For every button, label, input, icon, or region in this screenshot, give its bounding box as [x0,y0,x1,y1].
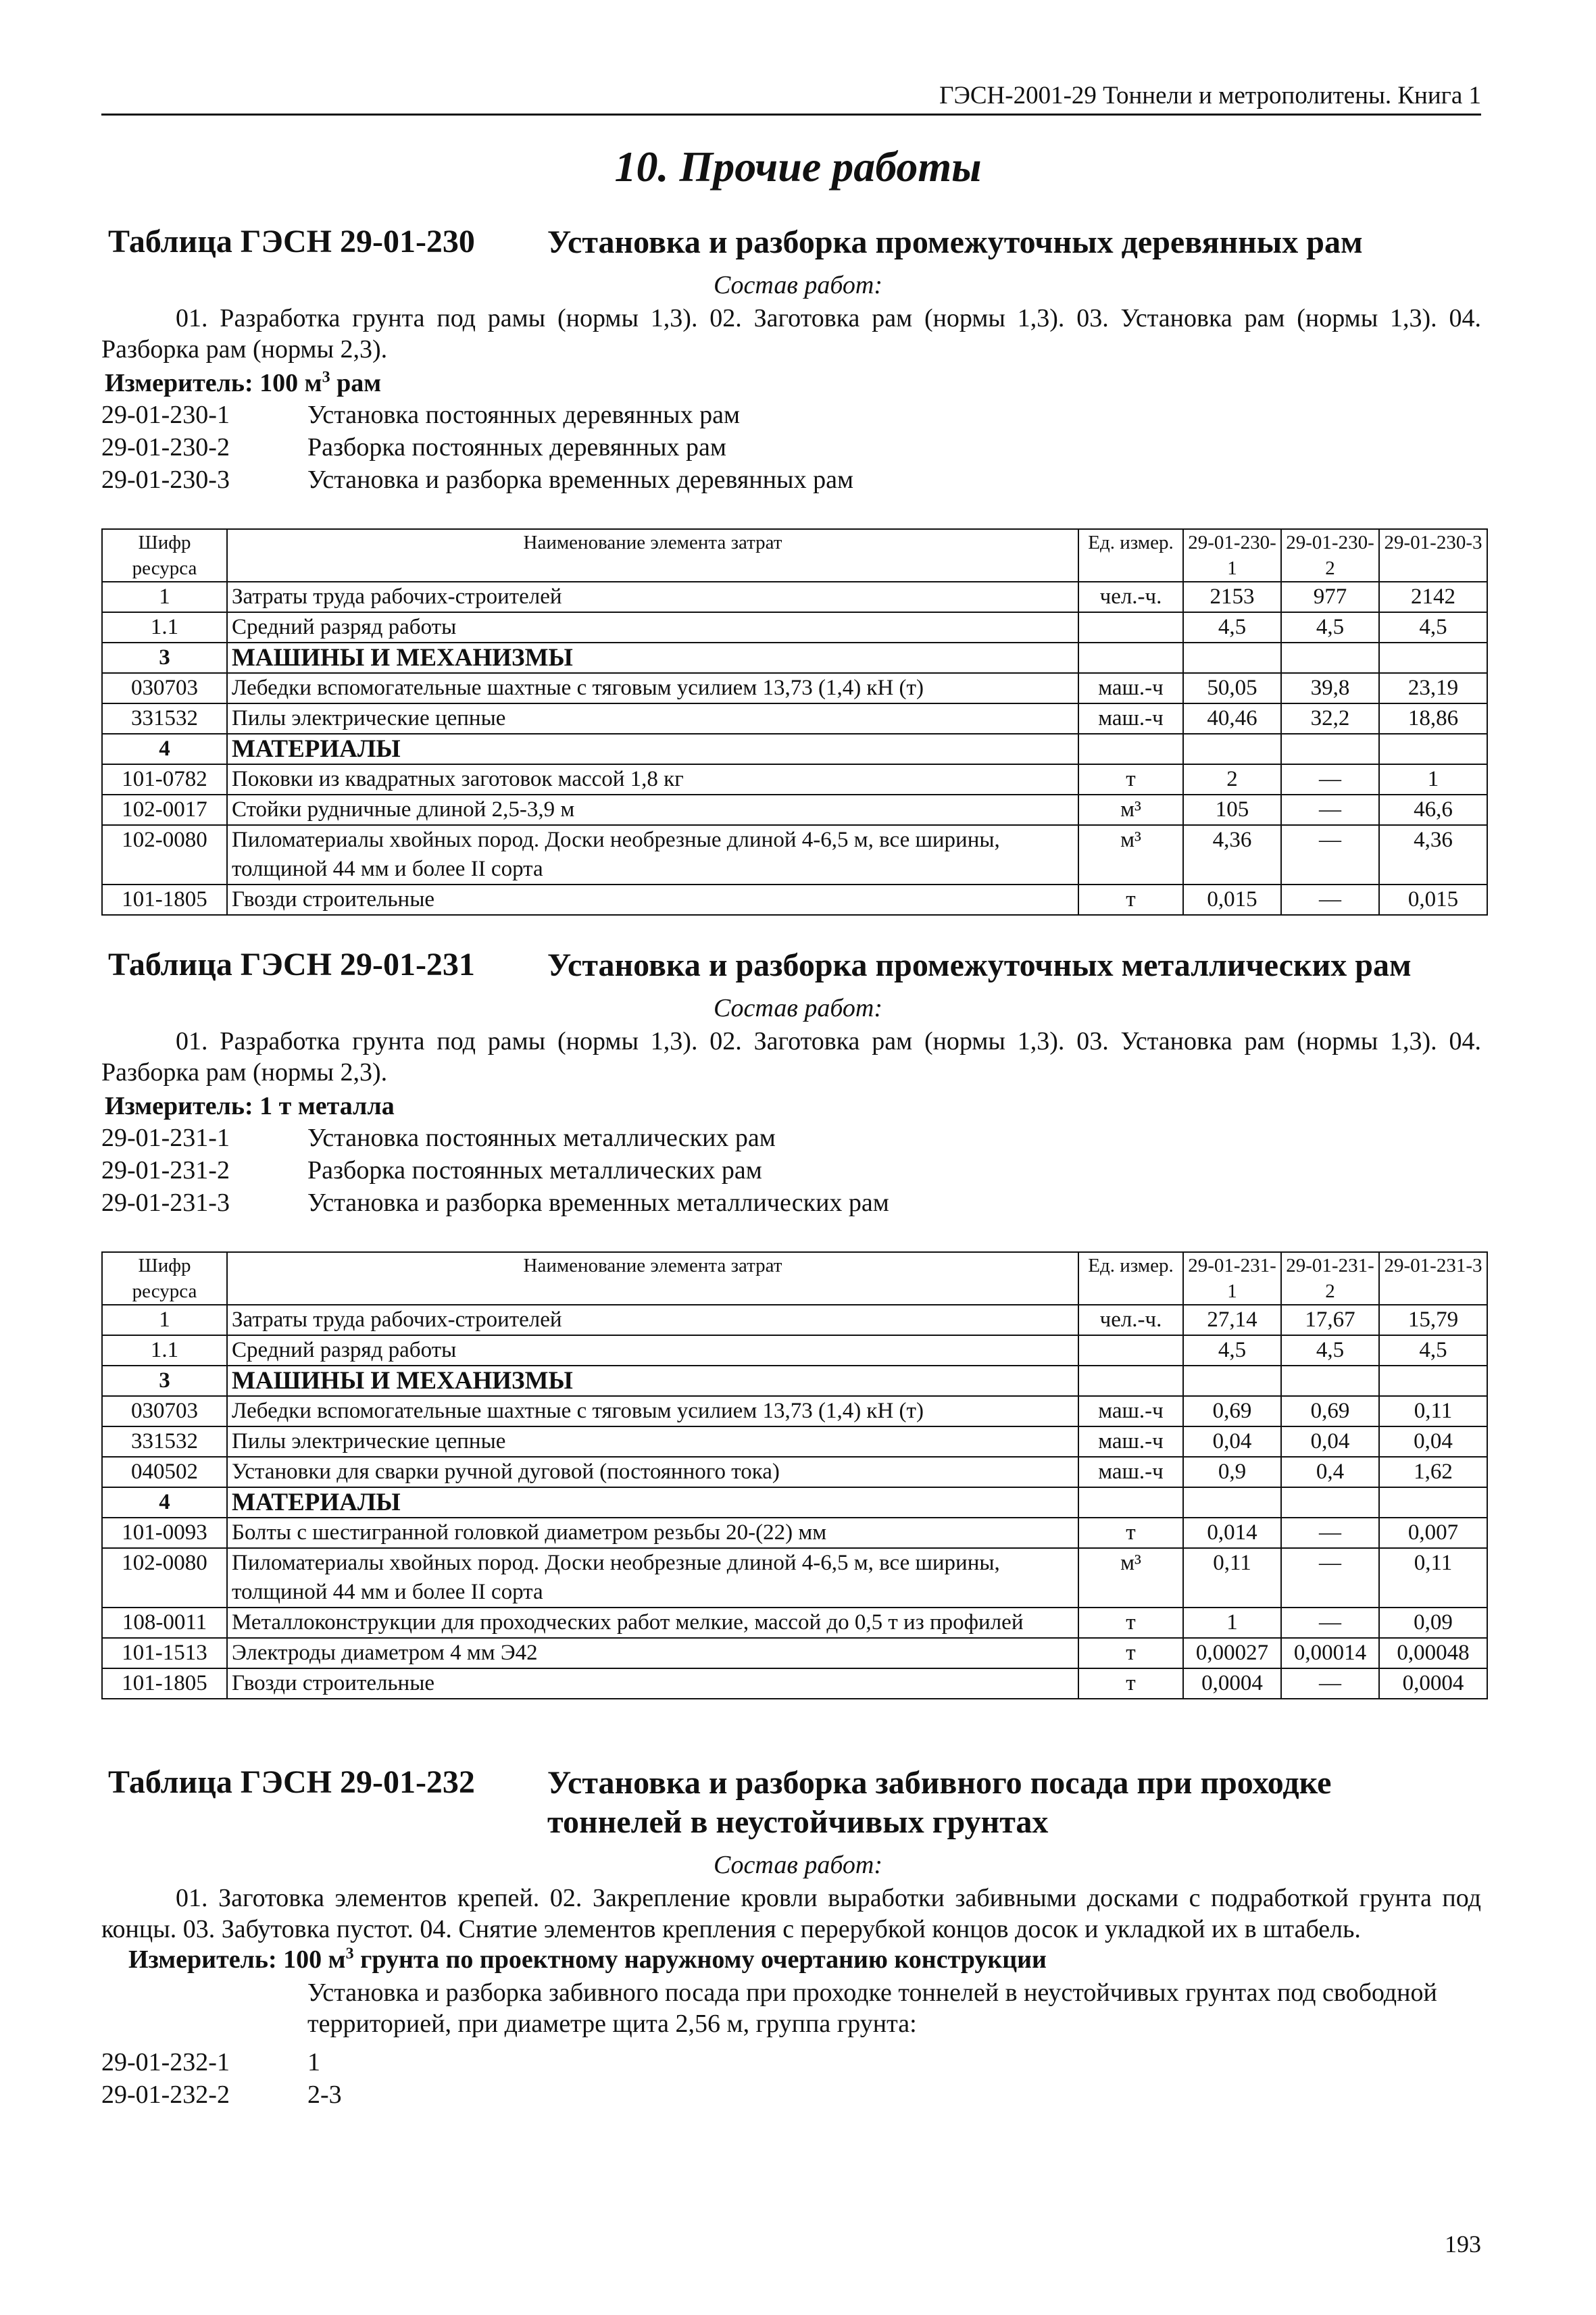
table-232-sostav: Состав работ: [713,1851,883,1879]
cell-unit [1078,1487,1183,1518]
cell-v3 [1379,1366,1487,1396]
cell-v3: 0,007 [1379,1518,1487,1548]
cell-code: 101-1805 [102,885,227,915]
table-section-row [102,1487,1487,1518]
cell-code: 1 [102,582,227,612]
cell-v2: — [1281,885,1379,915]
cell-name: Пиломатериалы хвойных пород. Доски необрезные длиной 4-6,5 м, все ширины, толщиной 44 мм и более II сорта [227,1548,1078,1608]
cell-code: 1.1 [102,1335,227,1366]
cell-name: Установки для сварки ручной дуговой (постоянного тока) [227,1457,1078,1487]
table-231-sostav: Состав работ: [713,994,883,1022]
cell-code: 102-0080 [102,825,227,885]
table-232-number: Таблица ГЭСН 29-01-232 [108,1764,475,1800]
resource-table-231 [101,1251,1488,1699]
cell-name: Гвозди строительные [227,1668,1078,1699]
cell-v3: 0,0004 [1379,1668,1487,1699]
table-232-title: Установка и разборка забивного посада при проходке тоннелей в неустойчивых грунтах [547,1765,1332,1840]
cell-unit: маш.-ч [1078,1396,1183,1426]
cell-v1: 0,04 [1183,1426,1281,1457]
cell-unit: маш.-ч [1078,673,1183,703]
cell-v2: — [1281,825,1379,885]
table-230-title: Установка и разборка промежуточных деревянных рам [547,224,1363,260]
cell-v1: 0,0004 [1183,1668,1281,1699]
table-row [102,764,1487,795]
cell-code: 101-1805 [102,1668,227,1699]
cell-v2: — [1281,795,1379,825]
table-row [102,1335,1487,1366]
cell-v1 [1183,1366,1281,1396]
cell-v1: 2 [1183,764,1281,795]
cell-unit: маш.-ч [1078,1457,1183,1487]
cell-unit: маш.-ч [1078,1426,1183,1457]
cell-v1 [1183,643,1281,673]
cell-v3: 18,86 [1379,703,1487,734]
cell-code: 030703 [102,1396,227,1426]
cell-unit: маш.-ч [1078,703,1183,734]
cell-name: Гвозди строительные [227,885,1078,915]
cell-v3: 0,11 [1379,1396,1487,1426]
cell-v3: 4,36 [1379,825,1487,885]
cell-name: Затраты труда рабочих-строителей [227,582,1078,612]
table-row [102,1396,1487,1426]
cell-v1: 27,14 [1183,1305,1281,1335]
cell-code: 4 [102,1487,227,1518]
cell-code: 030703 [102,673,227,703]
cell-code: 3 [102,1366,227,1396]
norm-row: 29-01-232-1 1 [101,2048,320,2076]
cell-unit: т [1078,1518,1183,1548]
cell-v1: 4,5 [1183,1335,1281,1366]
col-header: Ед. измер. [1078,1252,1183,1305]
cell-v2: — [1281,764,1379,795]
cell-unit: чел.-ч. [1078,1305,1183,1335]
cell-name: Средний разряд работы [227,612,1078,643]
cell-unit: т [1078,1638,1183,1668]
cell-v2: — [1281,1608,1379,1638]
cell-v2: 4,5 [1281,1335,1379,1366]
cell-unit [1078,643,1183,673]
table-row [102,612,1487,643]
table-230-sostav: Состав работ: [713,271,883,299]
cell-v2: 0,69 [1281,1396,1379,1426]
cell-name: Стойки рудничные длиной 2,5-3,9 м [227,795,1078,825]
cell-v2: 0,04 [1281,1426,1379,1457]
col-header: 29-01-231-2 [1281,1252,1379,1305]
cell-v3: 15,79 [1379,1305,1487,1335]
col-header: 29-01-230-2 [1281,529,1379,582]
cell-unit [1078,1366,1183,1396]
table-row [102,1608,1487,1638]
cell-v2: 32,2 [1281,703,1379,734]
cell-v3 [1379,643,1487,673]
table-row [102,795,1487,825]
table-230-works: 01. Разработка грунта под рамы (нормы 1,3). 02. Заготовка рам (нормы 1,3). 03. Установка рам (нормы 1,3). 04. Разборка рам (нормы 2,3). [101,304,1481,364]
cell-v1: 50,05 [1183,673,1281,703]
cell-v3: 2142 [1379,582,1487,612]
page-number: 193 [1445,2231,1481,2258]
cell-code: 108-0011 [102,1608,227,1638]
cell-v2 [1281,1366,1379,1396]
cell-v1: 40,46 [1183,703,1281,734]
cell-name: Металлоконструкции для проходческих работ мелкие, массой до 0,5 т из профилей [227,1608,1078,1638]
table-230-meter: Измеритель: 100 $м^3$ рам [105,368,382,397]
norm-row: 29-01-232-2 2-3 [101,2081,342,2109]
col-header: Наименование элемента затрат [227,1252,1078,1305]
cell-v3 [1379,1487,1487,1518]
cell-code: 101-1513 [102,1638,227,1668]
col-header: 29-01-230-3 [1379,529,1487,582]
table-row [102,1668,1487,1699]
cell-code: 102-0017 [102,795,227,825]
col-header: 29-01-231-3 [1379,1252,1487,1305]
section-title: 10. Прочие работы [614,143,982,191]
cell-v2: 4,5 [1281,612,1379,643]
cell-unit: т [1078,885,1183,915]
cell-name: МАТЕРИАЛЫ [227,734,1078,764]
norm-row: 29-01-231-3 Установка и разборка временных металлических рам [101,1189,889,1217]
cell-code: 101-0782 [102,764,227,795]
table-232-works: 01. Заготовка элементов крепей. 02. Закрепление кровли выработки забивными досками с подработкой грунта под концы. 03. Забутовка пустот. 04. Снятие элементов крепления с перерубкой концов досок и укладкой их в штабель. [101,1884,1481,1943]
cell-v3: 0,11 [1379,1548,1487,1608]
table-232-description: Установка и разборка забивного посада при проходке тоннелей в неустойчивых грунтах под свободной территорией, при диаметре щита 2,56 м, группа грунта: [307,1978,1437,2038]
cell-v1: 0,11 [1183,1548,1281,1608]
cell-v1: 0,9 [1183,1457,1281,1487]
table-231-meter: Измеритель: 1 т металла [105,1092,395,1120]
cell-v1: 4,36 [1183,825,1281,885]
cell-unit [1078,734,1183,764]
cell-v3: 1 [1379,764,1487,795]
cell-code: 102-0080 [102,1548,227,1608]
cell-unit: м³ [1078,795,1183,825]
table-row [102,582,1487,612]
cell-unit: м³ [1078,825,1183,885]
cell-name: МАШИНЫ И МЕХАНИЗМЫ [227,1366,1078,1396]
cell-name: Лебедки вспомогательные шахтные с тяговым усилием 13,73 (1,4) кН (т) [227,1396,1078,1426]
cell-unit: чел.-ч. [1078,582,1183,612]
table-231-works: 01. Разработка грунта под рамы (нормы 1,3). 02. Заготовка рам (нормы 1,3). 03. Установка рам (нормы 1,3). 04. Разборка рам (нормы 2,3). [101,1027,1481,1087]
cell-name: Болты с шестигранной головкой диаметром резьбы 20-(22) мм [227,1518,1078,1548]
cell-v3: 23,19 [1379,673,1487,703]
cell-name: МАШИНЫ И МЕХАНИЗМЫ [227,643,1078,673]
cell-v3: 46,6 [1379,795,1487,825]
norm-row: 29-01-230-1 Установка постоянных деревянных рам [101,401,740,429]
resource-table-230 [101,528,1488,916]
cell-name: МАТЕРИАЛЫ [227,1487,1078,1518]
cell-v1: 4,5 [1183,612,1281,643]
cell-v1: 0,69 [1183,1396,1281,1426]
col-header: Шифр ресурса [102,529,227,582]
cell-v2: — [1281,1518,1379,1548]
cell-name: Пиломатериалы хвойных пород. Доски необрезные длиной 4-6,5 м, все ширины, толщиной 44 мм и более II сорта [227,825,1078,885]
col-header: Ед. измер. [1078,529,1183,582]
norm-row: 29-01-231-2 Разборка постоянных металлических рам [101,1156,762,1185]
page-header: ГЭСН-2001-29 Тоннели и метрополитены. Книга 1 [939,82,1481,109]
cell-v1 [1183,1487,1281,1518]
table-230-number: Таблица ГЭСН 29-01-230 [108,224,475,259]
table-section-row [102,734,1487,764]
table-row [102,885,1487,915]
table-row [102,703,1487,734]
cell-v3: 4,5 [1379,612,1487,643]
table-row [102,1305,1487,1335]
table-231-number: Таблица ГЭСН 29-01-231 [108,947,475,982]
col-header: Шифр ресурса [102,1252,227,1305]
cell-v2: 0,00014 [1281,1638,1379,1668]
cell-unit [1078,612,1183,643]
cell-v1: 0,014 [1183,1518,1281,1548]
cell-code: 040502 [102,1457,227,1487]
cell-name: Пилы электрические цепные [227,703,1078,734]
cell-code: 331532 [102,1426,227,1457]
cell-v1: 0,00027 [1183,1638,1281,1668]
cell-v1: 2153 [1183,582,1281,612]
cell-v3: 0,04 [1379,1426,1487,1457]
cell-code: 3 [102,643,227,673]
cell-v3 [1379,734,1487,764]
norm-row: 29-01-231-1 Установка постоянных металлических рам [101,1124,776,1152]
table-row [102,1548,1487,1608]
cell-v2: 0,4 [1281,1457,1379,1487]
cell-v2: 39,8 [1281,673,1379,703]
cell-v1 [1183,734,1281,764]
cell-code: 1 [102,1305,227,1335]
table-row [102,1457,1487,1487]
cell-name: Средний разряд работы [227,1335,1078,1366]
table-section-row [102,643,1487,673]
cell-name: Электроды диаметром 4 мм Э42 [227,1638,1078,1668]
cell-v2: 17,67 [1281,1305,1379,1335]
cell-v2: 977 [1281,582,1379,612]
cell-v2 [1281,1487,1379,1518]
cell-v3: 0,00048 [1379,1638,1487,1668]
col-header: 29-01-230-1 [1183,529,1281,582]
cell-v2 [1281,734,1379,764]
cell-unit: т [1078,764,1183,795]
table-row [102,1638,1487,1668]
cell-unit: т [1078,1668,1183,1699]
cell-v3: 4,5 [1379,1335,1487,1366]
table-231-title: Установка и разборка промежуточных металлических рам [547,947,1412,983]
col-header: 29-01-231-1 [1183,1252,1281,1305]
col-header: Наименование элемента затрат [227,529,1078,582]
cell-v1: 105 [1183,795,1281,825]
cell-v2: — [1281,1548,1379,1608]
cell-code: 4 [102,734,227,764]
table-232-meter: Измеритель: 100 $м^3$ грунта по проектному наружному очертанию конструкции [128,1945,1047,1974]
cell-v3: 0,015 [1379,885,1487,915]
cell-code: 101-0093 [102,1518,227,1548]
cell-v1: 0,015 [1183,885,1281,915]
cell-v1: 1 [1183,1608,1281,1638]
cell-unit: т [1078,1608,1183,1638]
cell-v2: — [1281,1668,1379,1699]
cell-v3: 1,62 [1379,1457,1487,1487]
norm-row: 29-01-230-2 Разборка постоянных деревянных рам [101,433,726,462]
cell-code: 331532 [102,703,227,734]
cell-unit: м³ [1078,1548,1183,1608]
table-section-row [102,1366,1487,1396]
cell-v3: 0,09 [1379,1608,1487,1638]
norm-row: 29-01-230-3 Установка и разборка временных деревянных рам [101,466,854,494]
cell-name: Затраты труда рабочих-строителей [227,1305,1078,1335]
cell-code: 1.1 [102,612,227,643]
cell-name: Поковки из квадратных заготовок массой 1,8 кг [227,764,1078,795]
table-row [102,673,1487,703]
header-rule [101,114,1481,116]
table-row [102,1426,1487,1457]
cell-v2 [1281,643,1379,673]
cell-name: Лебедки вспомогательные шахтные с тяговым усилием 13,73 (1,4) кН (т) [227,673,1078,703]
table-row [102,1518,1487,1548]
cell-unit [1078,1335,1183,1366]
table-row [102,825,1487,885]
cell-name: Пилы электрические цепные [227,1426,1078,1457]
